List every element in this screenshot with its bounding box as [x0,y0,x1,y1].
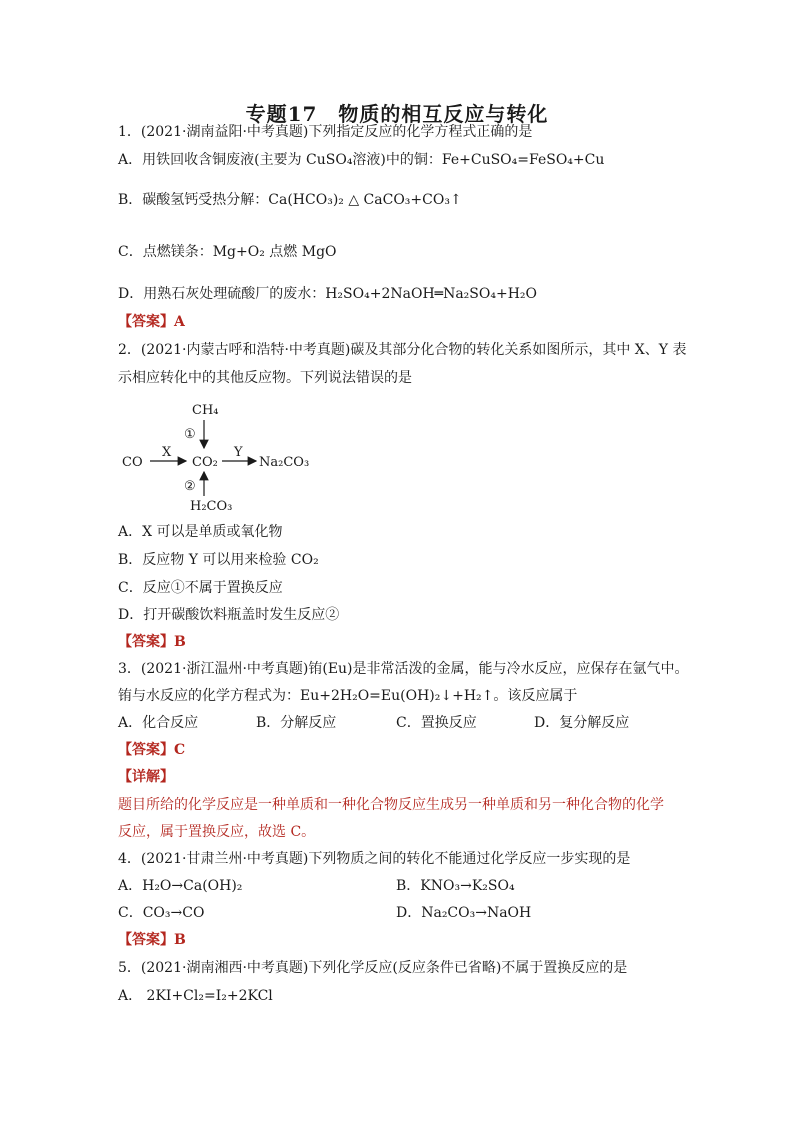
diagram-h2co3-label: H₂CO₃ [190,499,233,514]
question-3-option-a: A．化合反应 [118,715,199,731]
diagram-co2-label: CO₂ [192,455,218,470]
diagram-na2co3-label: Na₂CO₃ [259,455,310,470]
question-2-option-d: D．打开碳酸饮料瓶盖时发生反应② [118,607,340,623]
question-3-detail-line-2: 反应，属于置换反应，故选 C。 [118,824,316,840]
question-3-answer: 【答案】C [118,742,186,758]
question-1-option-d: D．用熟石灰处理硫酸厂的废水：H₂SO₄+2NaOH═Na₂SO₄+H₂O [118,286,537,302]
diagram-reaction-2-label: ② [184,479,196,494]
page-title: 专题17 物质的相互反应与转化 [245,102,549,126]
question-3-stem-line-1: 3．(2021·浙江温州·中考真题)铕(Eu)是非常活泼的金属，能与冷水反应，应保存在氩气中。 [118,661,689,677]
question-1-option-c: C．点燃镁条：Mg+O₂ 点燃 MgO [118,244,337,260]
diagram-y-label: Y [234,445,243,460]
question-4-answer: 【答案】B [118,932,186,948]
diagram-x-label: X [162,445,172,460]
question-2-option-b: B．反应物 Y 可以用来检验 CO₂ [118,552,319,568]
question-2-stem-line-2: 示相应转化中的其他反应物。下列说法错误的是 [118,370,412,386]
question-3-option-c: C．置换反应 [396,715,477,731]
question-3-stem-line-2: 铕与水反应的化学方程式为：Eu+2H₂O=Eu(OH)₂↓+H₂↑。该反应属于 [118,688,578,704]
question-1-stem: 1．(2021·湖南益阳·中考真题)下列指定反应的化学方程式正确的是 [118,124,533,140]
question-2-stem-line-1: 2．(2021·内蒙古呼和浩特·中考真题)碳及其部分化合物的转化关系如图所示，其中 X、Y 表 [118,342,687,358]
question-4-stem: 4．(2021·甘肃兰州·中考真题)下列物质之间的转化不能通过化学反应一步实现的是 [118,851,631,867]
question-3-option-d: D．复分解反应 [534,715,630,731]
question-5-option-a: A． 2KI+Cl₂=I₂+2KCl [118,988,273,1004]
question-4-option-a: A．H₂O→Ca(OH)₂ [118,878,243,894]
diagram-reaction-1-label: ① [184,427,196,442]
question-1-answer: 【答案】A [118,314,185,330]
question-2-option-a: A．X 可以是单质或氧化物 [118,524,283,540]
diagram-co-label: CO [122,455,143,470]
question-3-detail-line-1: 题目所给的化学反应是一种单质和一种化合物反应生成另一种单质和另一种化合物的化学 [118,797,664,813]
question-2-option-c: C．反应①不属于置换反应 [118,580,283,596]
question-3-option-b: B．分解反应 [256,715,337,731]
question-4-option-c: C．CO₃→CO [118,905,205,921]
question-1-option-a: A．用铁回收含铜废液(主要为 CuSO₄溶液)中的铜：Fe+CuSO₄=FeSO₄+Cu [118,152,605,168]
diagram-ch4-label: CH₄ [192,403,219,418]
question-3-detail-label: 【详解】 [118,769,174,785]
question-4-option-d: D．Na₂CO₃→NaOH [396,905,532,921]
question-2-answer: 【答案】B [118,634,186,650]
question-5-stem: 5．(2021·湖南湘西·中考真题)下列化学反应(反应条件已省略)不属于置换反应的是 [118,960,628,976]
carbon-conversion-diagram [118,398,358,518]
question-1-option-b: B．碳酸氢钙受热分解：Ca(HCO₃)₂ △ CaCO₃+CO₃↑ [118,192,462,208]
question-4-option-b: B．KNO₃→K₂SO₄ [396,878,515,894]
